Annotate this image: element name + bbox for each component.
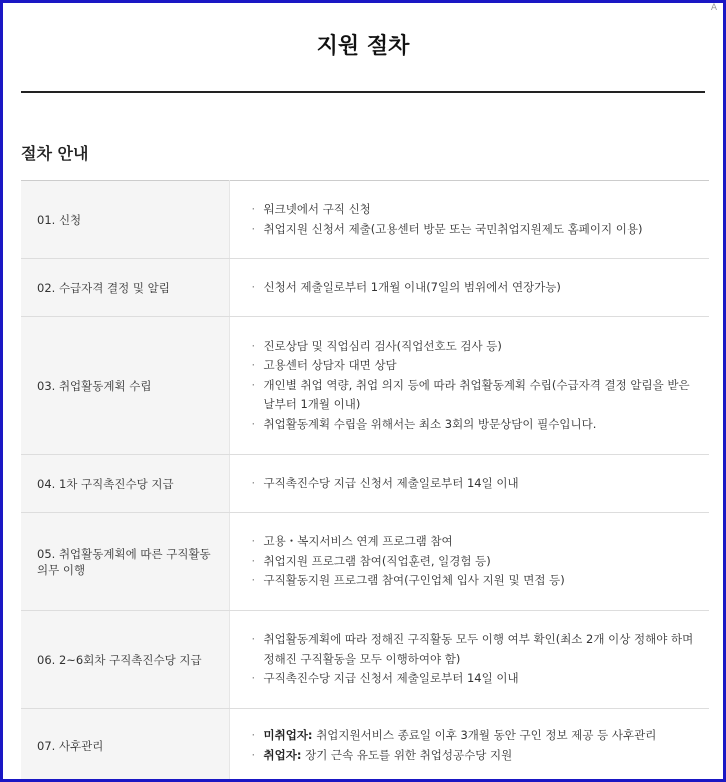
step-item-text: 고용・복지서비스 연계 프로그램 참여 xyxy=(263,534,453,549)
procedure-row xyxy=(21,317,709,455)
step-label: 01. 신청 xyxy=(21,181,229,259)
step-description xyxy=(229,317,709,455)
step-label: 03. 취업활동계획 수립 xyxy=(21,317,229,455)
step-item-text: 구직촉진수당 지급 신청서 제출일로부터 14일 이내 xyxy=(263,475,519,490)
step-description xyxy=(229,181,709,259)
procedure-row xyxy=(21,455,709,513)
page-title: 지원 절차 xyxy=(316,34,410,59)
step-item-list xyxy=(250,532,696,591)
procedure-table xyxy=(21,180,709,782)
step-item xyxy=(250,474,696,494)
step-description xyxy=(229,611,709,709)
step-item xyxy=(250,200,696,220)
step-item-list xyxy=(250,726,696,765)
step-item-list xyxy=(250,200,696,239)
step-item-list xyxy=(250,337,696,435)
step-description xyxy=(229,709,709,782)
corner-mark: A xyxy=(710,3,717,13)
step-item xyxy=(250,278,696,298)
step-item-text: 워크넷에서 구직 신청 xyxy=(263,202,371,216)
step-item xyxy=(250,669,696,689)
step-label: 06. 2~6회차 구직촉진수당 지급 xyxy=(21,611,229,709)
step-label: 05. 취업활동계획에 따른 구직활동 의무 이행 xyxy=(21,513,229,611)
step-item-text: 장기 근속 유도를 위한 취업성공수당 지원 xyxy=(301,747,513,762)
step-item-text: 취업지원 프로그램 참여(직업훈련, 일경험 등) xyxy=(263,553,491,568)
step-item-text: 고용센터 상담자 대면 상담 xyxy=(263,358,397,373)
step-item-text: 취업지원 신청서 제출(고용센터 방문 또는 국민취업지원제도 홈페이지 이용) xyxy=(263,221,643,236)
step-item xyxy=(250,746,696,766)
page-header xyxy=(21,21,705,93)
step-item-text: 진로상담 및 직업심리 검사(직업선호도 검사 등) xyxy=(263,338,502,353)
step-item xyxy=(250,726,696,746)
step-label: 02. 수급자격 결정 및 알림 xyxy=(21,259,229,317)
step-item xyxy=(250,415,696,435)
step-item-emphasis: 미취업자: xyxy=(263,728,313,742)
procedure-row xyxy=(21,611,709,709)
section-title: 절차 안내 xyxy=(21,144,89,163)
procedure-row xyxy=(21,259,709,317)
step-item xyxy=(250,356,696,376)
step-item-text: 개인별 취업 역량, 취업 의지 등에 따라 취업활동계획 수립(수급자격 결정 알림을 받은 날부터 1개월 이내) xyxy=(263,377,690,412)
step-label: 04. 1차 구직촉진수당 지급 xyxy=(21,455,229,513)
step-description xyxy=(229,259,709,317)
step-item xyxy=(250,630,696,669)
step-item-text: 구직촉진수당 지급 신청서 제출일로부터 14일 이내 xyxy=(263,671,519,686)
step-item-text: 신청서 제출일로부터 1개월 이내(7일의 범위에서 연장가능) xyxy=(263,279,561,294)
step-item-text: 취업지원서비스 종료일 이후 3개월 동안 구인 정보 제공 등 사후관리 xyxy=(312,728,657,742)
step-item-text: 구직활동지원 프로그램 참여(구인업체 입사 지원 및 면접 등) xyxy=(263,573,565,588)
step-item xyxy=(250,376,696,415)
step-item-emphasis: 취업자: xyxy=(263,747,302,762)
step-item xyxy=(250,532,696,552)
step-item-text: 취업활동계획에 따라 정해진 구직활동 모두 이행 여부 확인(최소 2개 이상 정해야 하며 정해진 구직활동을 모두 이행하여야 함) xyxy=(263,632,694,666)
step-item-list xyxy=(250,278,696,298)
step-item xyxy=(250,552,696,572)
step-label: 07. 사후관리 xyxy=(21,709,229,782)
step-item-list xyxy=(250,474,696,494)
step-item xyxy=(250,571,696,591)
step-item-list xyxy=(250,630,696,689)
procedure-row xyxy=(21,181,709,259)
procedure-row xyxy=(21,709,709,782)
step-item xyxy=(250,220,696,240)
procedure-row xyxy=(21,513,709,611)
step-item-text: 취업활동계획 수립을 위해서는 최소 3회의 방문상담이 필수입니다. xyxy=(263,416,597,431)
step-item xyxy=(250,337,696,357)
step-description xyxy=(229,513,709,611)
step-description xyxy=(229,455,709,513)
